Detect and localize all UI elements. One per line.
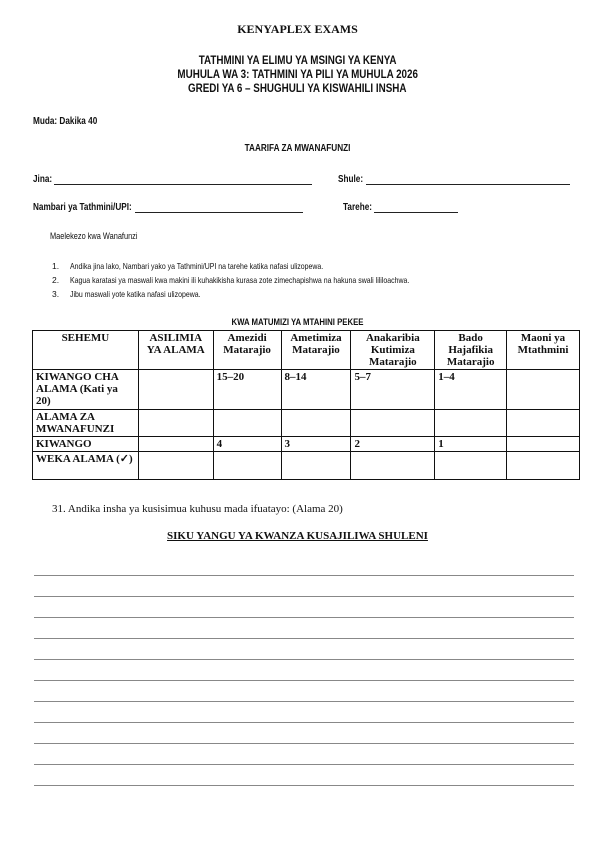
instruction-item bbox=[52, 261, 379, 271]
table-cell: KIWANGO CHA ALAMA (Kati ya 20) bbox=[33, 370, 139, 410]
table-cell: 5–7 bbox=[351, 370, 435, 410]
writing-line[interactable] bbox=[34, 680, 574, 681]
date-label: Tarehe: bbox=[343, 202, 373, 213]
table-cell[interactable] bbox=[138, 410, 213, 437]
writing-line[interactable] bbox=[34, 596, 574, 597]
instruction-number: 3. bbox=[52, 289, 60, 299]
essay-topic: SIKU YANGU YA KWANZA KUSAJILIWA SHULENI bbox=[167, 530, 428, 542]
header-ametimiza: Ametimiza Matarajio bbox=[281, 331, 351, 370]
table-cell: KIWANGO bbox=[33, 437, 139, 452]
header-bado: Bado Hajafikia Matarajio bbox=[435, 331, 507, 370]
table-cell[interactable] bbox=[138, 370, 213, 410]
instruction-text: Jibu maswali yote katika nafasi ulizopewa. bbox=[70, 289, 201, 299]
table-cell[interactable] bbox=[507, 452, 580, 480]
table-row bbox=[33, 410, 580, 437]
header-asilimia: ASILIMIA YA ALAMA bbox=[138, 331, 213, 370]
name-label: Jina: bbox=[33, 174, 53, 185]
writing-line[interactable] bbox=[34, 701, 574, 702]
instruction-text: Andika jina lako, Nambari yako ya Tathmini/UPI na tarehe katika nafasi ulizopewa. bbox=[70, 261, 324, 271]
examiner-use-title bbox=[0, 317, 595, 328]
brand-title: KENYAPLEX EXAMS bbox=[237, 22, 358, 36]
duration-text: Muda: Dakika 40 bbox=[33, 116, 98, 127]
header-anakaribia: Anakaribia Kutimiza Matarajio bbox=[351, 331, 435, 370]
header-amezidi: Amezidi Matarajio bbox=[213, 331, 281, 370]
name-field[interactable] bbox=[33, 174, 312, 185]
duration bbox=[33, 116, 111, 127]
table-cell[interactable] bbox=[351, 410, 435, 437]
instruction-item bbox=[52, 275, 484, 285]
table-cell[interactable] bbox=[281, 410, 351, 437]
title-line-1: TATHMINI YA ELIMU YA MSINGI YA KENYA bbox=[198, 53, 397, 67]
school-field[interactable] bbox=[338, 174, 570, 185]
table-cell[interactable] bbox=[507, 410, 580, 437]
table-cell[interactable] bbox=[138, 452, 213, 480]
table-cell[interactable] bbox=[507, 370, 580, 410]
table-cell[interactable] bbox=[351, 452, 435, 480]
writing-line[interactable] bbox=[34, 743, 574, 744]
table-cell: WEKA ALAMA (✓) bbox=[33, 452, 139, 480]
title-line-2: MUHULA WA 3: TATHMINI YA PILI YA MUHULA 2026 bbox=[177, 67, 418, 81]
table-cell[interactable] bbox=[138, 437, 213, 452]
student-info-title-text: TAARIFA ZA MWANAFUNZI bbox=[244, 143, 351, 154]
table-cell[interactable] bbox=[213, 410, 281, 437]
table-row bbox=[33, 370, 580, 410]
assessment-table bbox=[32, 330, 580, 480]
title-line-3: GREDI YA 6 – SHUGHULI YA KISWAHILI INSHA bbox=[188, 81, 407, 95]
examiner-use-title-text: KWA MATUMIZI YA MTAHINI PEKEE bbox=[231, 317, 364, 328]
instruction-text: Kagua karatasi ya maswali kwa makini ili kuhakikisha kurasa zote zimechapishwa na hakuna swali lililoachwa. bbox=[70, 275, 410, 285]
name-line[interactable] bbox=[54, 174, 312, 185]
table-cell: 4 bbox=[213, 437, 281, 452]
school-line[interactable] bbox=[366, 174, 570, 185]
writing-line[interactable] bbox=[34, 785, 574, 786]
question-31: 31. Andika insha ya kusisimua kuhusu mada ifuatayo: (Alama 20) bbox=[52, 503, 343, 515]
instructions-title bbox=[50, 231, 157, 241]
upi-label: Nambari ya Tathmini/UPI: bbox=[33, 202, 132, 213]
table-row bbox=[33, 437, 580, 452]
table-cell[interactable] bbox=[507, 437, 580, 452]
header-sehemu: SEHEMU bbox=[33, 331, 139, 370]
table-cell: 8–14 bbox=[281, 370, 351, 410]
table-cell[interactable] bbox=[213, 452, 281, 480]
table-cell: 3 bbox=[281, 437, 351, 452]
table-header-row bbox=[33, 331, 580, 370]
exam-titles bbox=[0, 53, 595, 95]
instruction-number: 1. bbox=[52, 261, 60, 271]
table-cell: ALAMA ZA MWANAFUNZI bbox=[33, 410, 139, 437]
table-cell: 2 bbox=[351, 437, 435, 452]
table-row bbox=[33, 452, 580, 480]
instruction-item bbox=[52, 289, 229, 299]
writing-line[interactable] bbox=[34, 722, 574, 723]
instruction-number: 2. bbox=[52, 275, 60, 285]
upi-line[interactable] bbox=[135, 202, 303, 213]
header-maoni: Maoni ya Mtathmini bbox=[507, 331, 580, 370]
school-label: Shule: bbox=[338, 174, 364, 185]
table-cell[interactable] bbox=[281, 452, 351, 480]
table-cell: 1–4 bbox=[435, 370, 507, 410]
table-cell[interactable] bbox=[435, 452, 507, 480]
writing-line[interactable] bbox=[34, 659, 574, 660]
writing-line[interactable] bbox=[34, 617, 574, 618]
writing-line[interactable] bbox=[34, 638, 574, 639]
table-cell: 1 bbox=[435, 437, 507, 452]
writing-line[interactable] bbox=[34, 764, 574, 765]
table-cell: 15–20 bbox=[213, 370, 281, 410]
writing-line[interactable] bbox=[34, 575, 574, 576]
table-cell[interactable] bbox=[435, 410, 507, 437]
instructions-title-text: Maelekezo kwa Wanafunzi bbox=[50, 231, 138, 241]
date-field[interactable] bbox=[343, 202, 458, 213]
student-info-title bbox=[0, 143, 595, 154]
upi-field[interactable] bbox=[33, 202, 303, 213]
date-line[interactable] bbox=[374, 202, 458, 213]
